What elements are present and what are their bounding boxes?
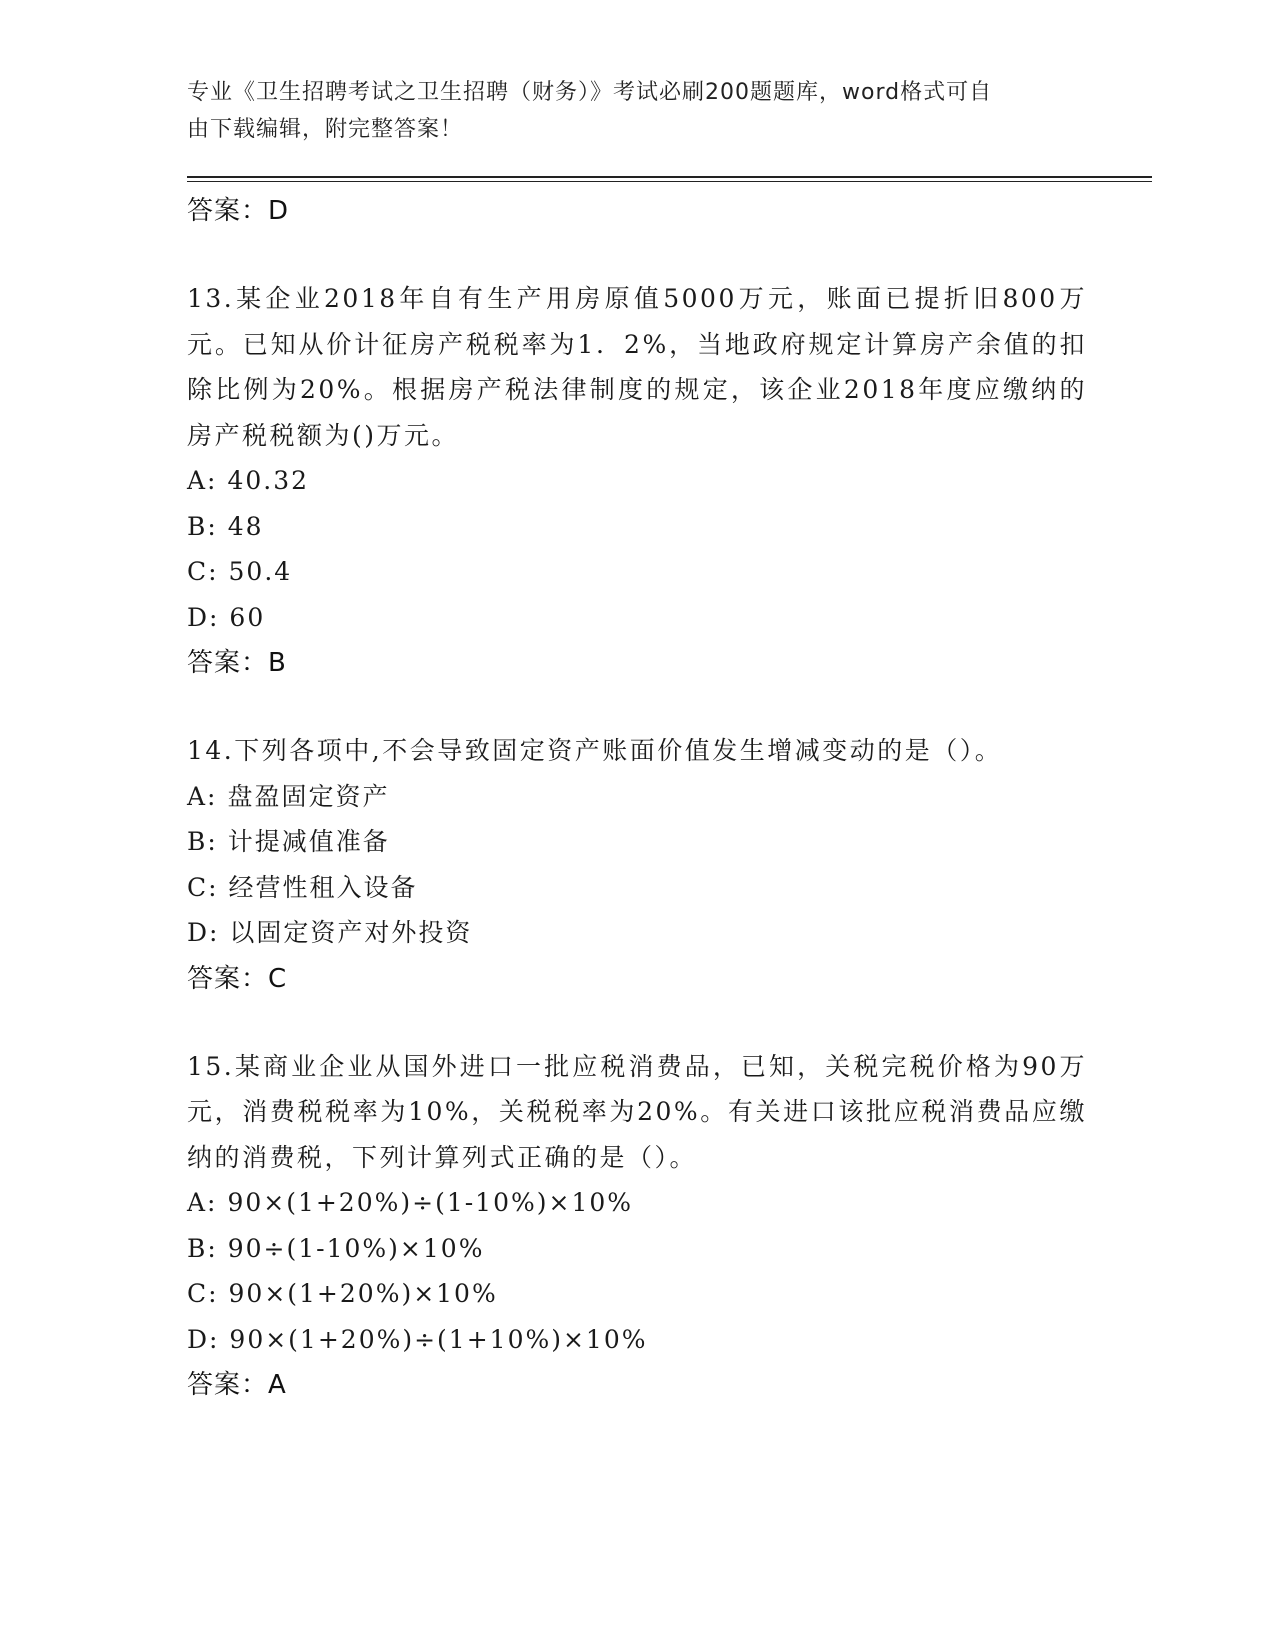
option-a [187,458,1087,504]
page-header [187,74,1067,148]
option-key: A: [187,466,218,495]
option-text: 60 [229,602,266,632]
option-key: D: [187,918,220,947]
option-text: 90×(1+20%)÷(1+10%)×10% [229,1324,648,1354]
question-14 [187,728,1087,1002]
previous-answer: 答案：D [187,196,290,226]
option-text: 经营性租入设备 [228,872,418,902]
option-text: 盘盈固定资产 [227,781,390,811]
option-text: 48 [227,511,264,541]
option-text: 40.32 [227,466,310,495]
option-d [187,595,1087,641]
option-key: C: [187,557,219,586]
option-b [187,504,1087,550]
header-line-2: 由下载编辑，附完整答案！ [187,117,464,142]
option-text: 90×(1+20%)÷(1-10%)×10% [227,1188,634,1217]
answer-line: 答案：B [187,648,287,678]
option-key: A: [187,781,218,811]
question-stem: 13.某企业2018年自有生产用房原值5000万元，账面已提折旧800万元。已知从价计征房产税税率为1．2%，当地政府规定计算房产余值的扣除比例为20%。根据房产税法律制度的规定，该企业2018年度应缴纳的房产税税额为()万元。 [187,284,1087,450]
option-key: B: [187,511,218,541]
answer-line: 答案：A [187,1370,287,1400]
option-text: 计提减值准备 [227,827,390,856]
option-key: B: [187,827,218,856]
option-text: 90÷(1-10%)×10% [227,1233,485,1263]
option-d [187,910,1087,956]
option-key: B: [187,1233,218,1263]
question-15 [187,1044,1087,1409]
answer-line: 答案：C [187,963,288,994]
option-text: 50.4 [228,557,293,586]
option-text: 90×(1+20%)×10% [228,1279,498,1308]
option-b [187,819,1087,865]
option-c [187,865,1087,911]
question-13 [187,276,1087,686]
header-divider-thick [187,176,1152,178]
option-a [187,1180,1087,1226]
header-line-1: 专业《卫生招聘考试之卫生招聘（财务）》考试必刷200题题库，word格式可自 [187,80,993,105]
option-key: C: [187,1279,219,1308]
option-key: D: [187,1324,220,1354]
option-c [187,1271,1087,1317]
option-text: 以固定资产对外投资 [229,918,473,947]
option-key: D: [187,602,220,632]
option-key: A: [187,1188,218,1217]
option-d [187,1317,1087,1363]
option-c [187,549,1087,595]
option-b [187,1226,1087,1272]
question-stem: 15.某商业企业从国外进口一批应税消费品，已知，关税完税价格为90万元，消费税税率为10%，关税税率为20%。有关进口该批应税消费品应缴纳的消费税，下列计算列式正确的是（）。 [187,1051,1087,1172]
option-key: C: [187,872,219,902]
header-divider-thin [187,181,1152,182]
question-list [187,188,1087,1450]
question-stem: 14.下列各项中,不会导致固定资产账面价值发生增减变动的是（）。 [187,736,1003,765]
option-a [187,774,1087,820]
